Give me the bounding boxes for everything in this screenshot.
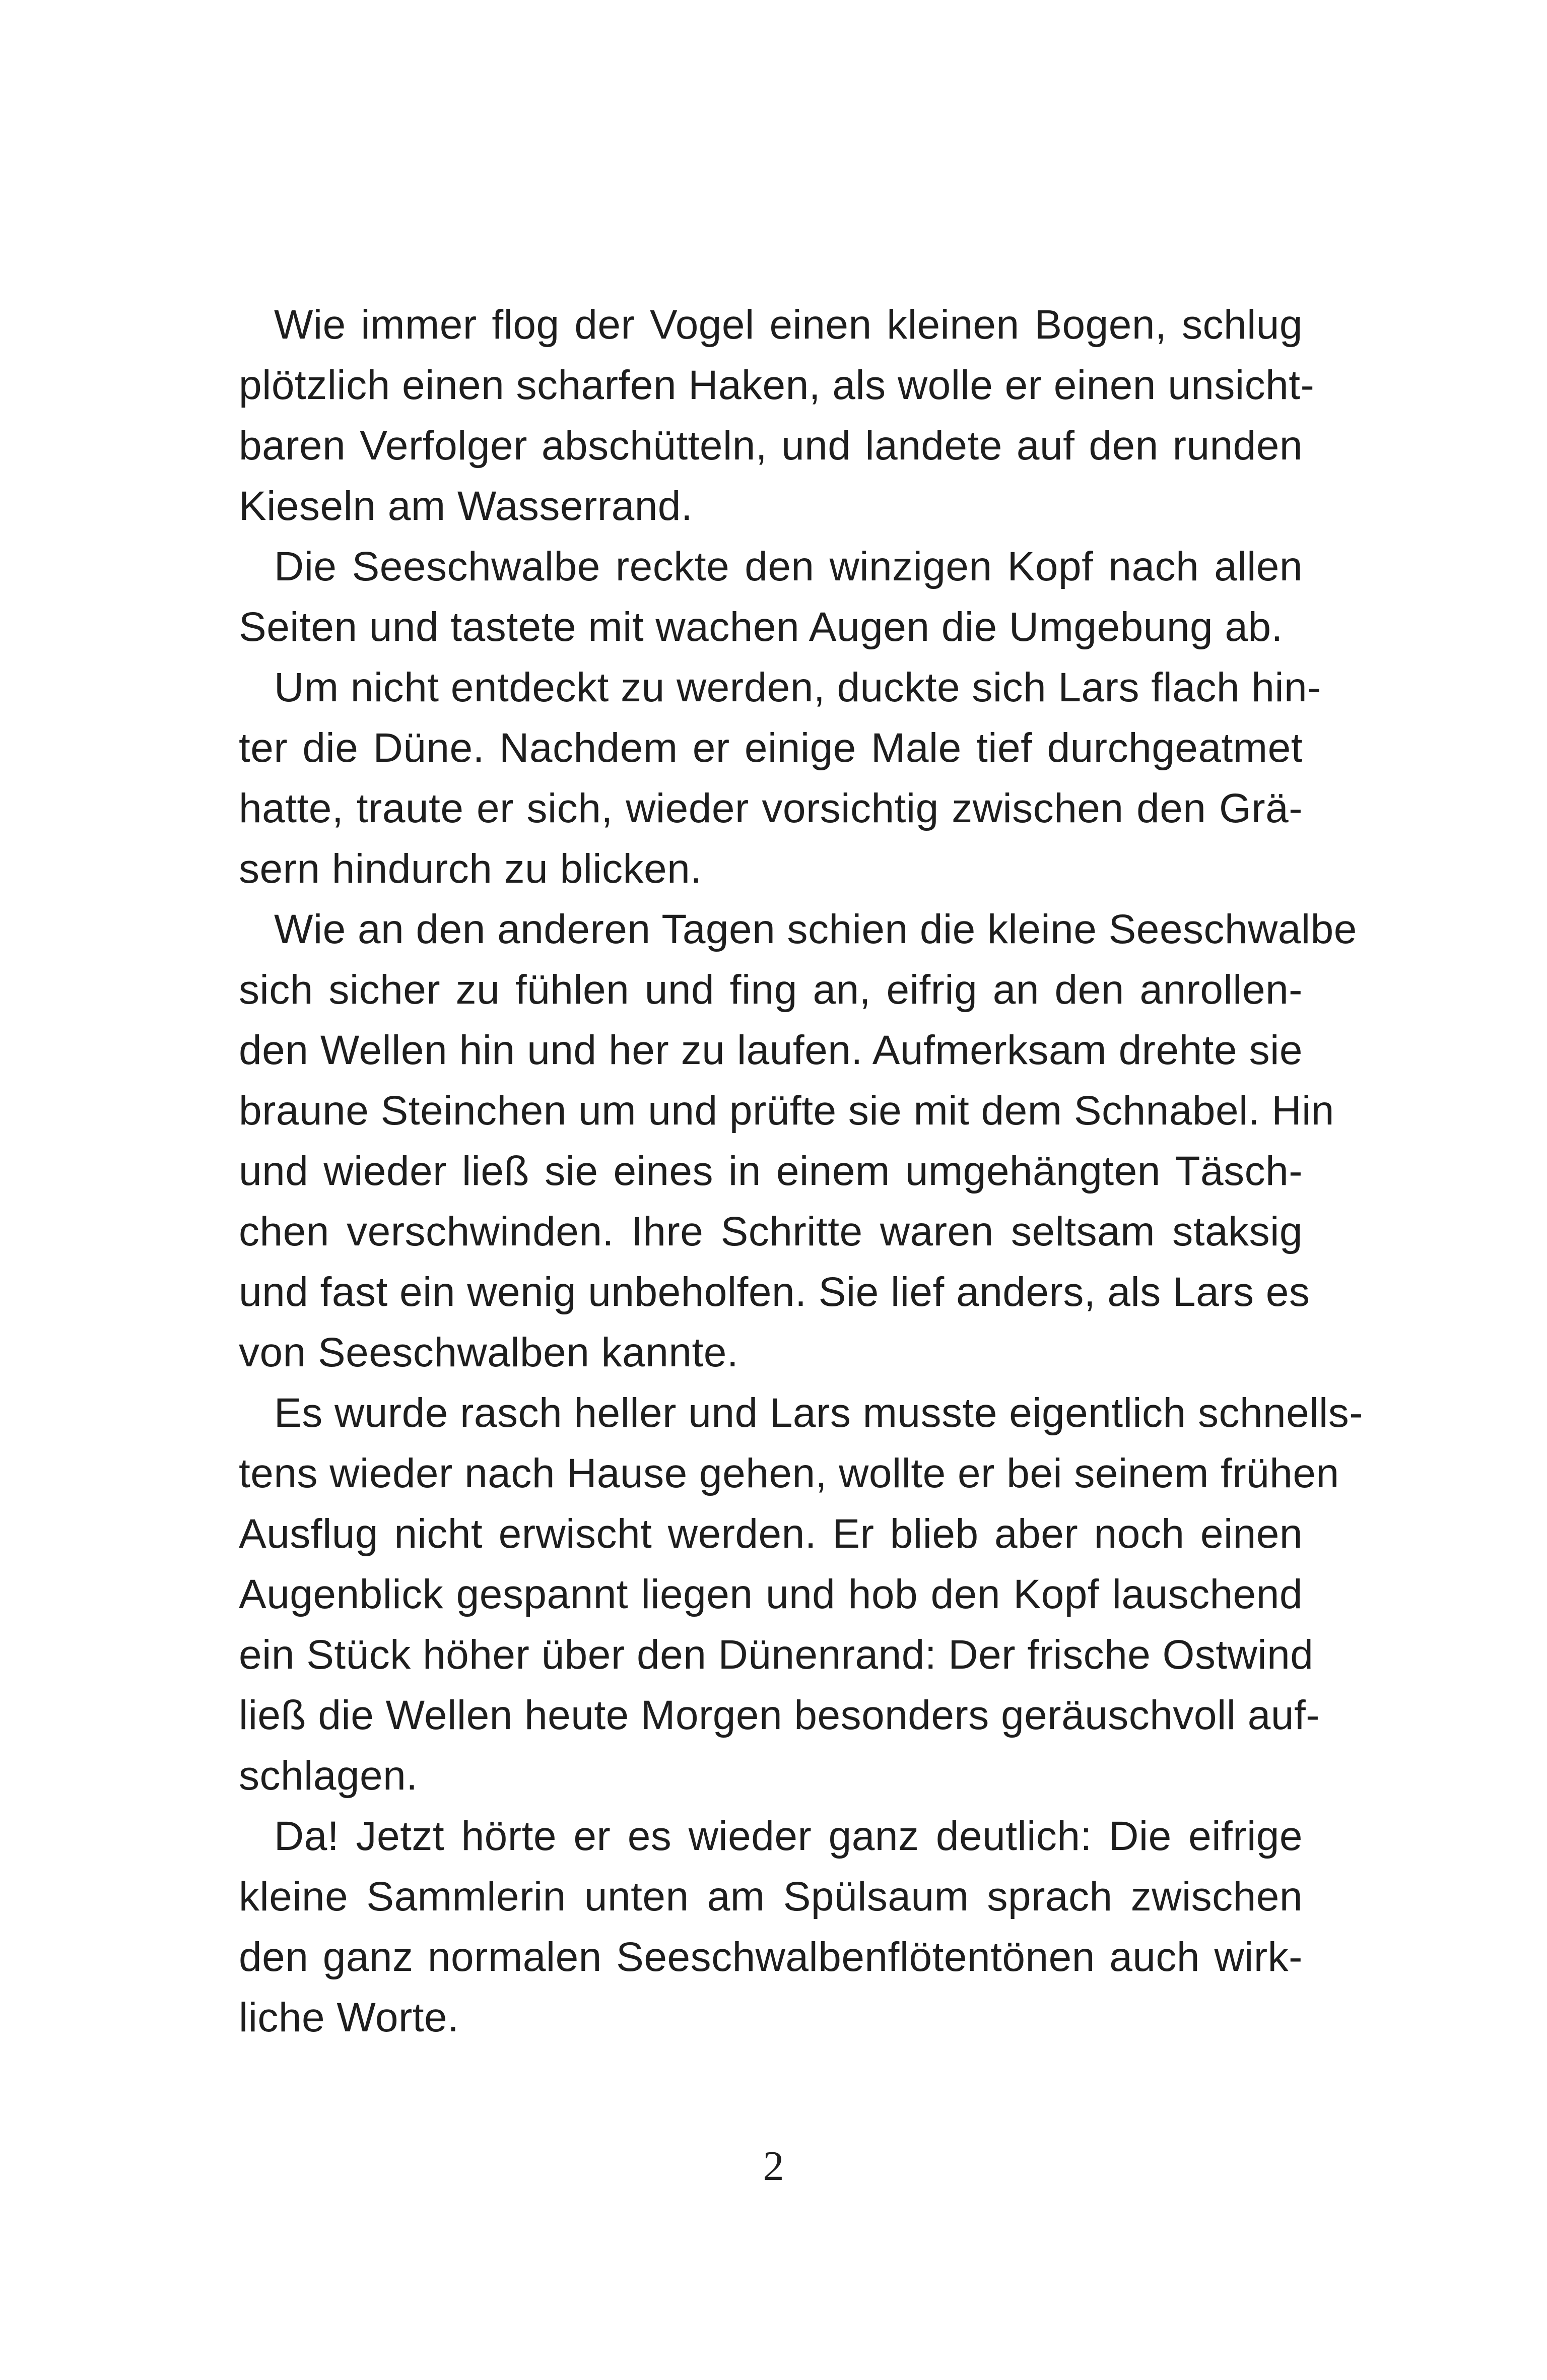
text-line: Da! Jetzt hörte er es wieder ganz deutlich: Die eifrige (274, 1813, 1303, 1859)
text-line: schlagen. (239, 1753, 418, 1799)
text-line: sern hindurch zu blicken. (239, 846, 702, 892)
text-line: Augenblick gespannt liegen und hob den Kopf lauschend (239, 1571, 1303, 1617)
body-text (239, 295, 1364, 2048)
text-line: braune Steinchen um und prüfte sie mit dem Schnabel. Hin (239, 1088, 1334, 1134)
text-line: Um nicht entdeckt zu werden, duckte sich Lars flach hin- (274, 665, 1321, 710)
text-line: Es wurde rasch heller und Lars musste eigentlich schnells- (274, 1390, 1364, 1436)
text-line: den Wellen hin und her zu laufen. Aufmerksam drehte sie (239, 1027, 1303, 1073)
paragraph (239, 1383, 1364, 1806)
text-line: tens wieder nach Hause gehen, wollte er bei seinem frühen (239, 1450, 1339, 1496)
text-line: und wieder ließ sie eines in einem umgehängten Täsch- (239, 1148, 1303, 1194)
text-line: sich sicher zu fühlen und fing an, eifrig an den anrollen- (239, 967, 1303, 1013)
text-line: liche Worte. (239, 1995, 459, 2040)
paragraph (239, 537, 1303, 657)
text-line: baren Verfolger abschütteln, und landete auf den runden (239, 423, 1303, 469)
page-number: 2 (763, 2143, 784, 2190)
text-line: Die Seeschwalbe reckte den winzigen Kopf nach allen (274, 544, 1303, 589)
text-line: den ganz normalen Seeschwalbenflötentönen auch wirk- (239, 1934, 1303, 1980)
text-line: Ausflug nicht erwischt werden. Er blieb aber noch einen (239, 1511, 1303, 1557)
paragraph (239, 899, 1357, 1383)
text-line: plötzlich einen scharfen Haken, als wolle er einen unsicht- (239, 362, 1315, 408)
text-line: Kieseln am Wasserrand. (239, 483, 693, 529)
text-line: Seiten und tastete mit wachen Augen die Umgebung ab. (239, 604, 1283, 650)
paragraph (239, 1806, 1303, 2048)
paragraph (239, 657, 1321, 899)
text-line: hatte, traute er sich, wieder vorsichtig zwischen den Grä- (239, 785, 1303, 831)
text-line: ließ die Wellen heute Morgen besonders geräuschvoll auf- (239, 1692, 1320, 1738)
text-line: kleine Sammlerin unten am Spülsaum sprach zwischen (239, 1874, 1303, 1920)
text-line: Wie an den anderen Tagen schien die kleine Seeschwalbe (274, 906, 1357, 952)
text-line: und fast ein wenig unbeholfen. Sie lief anders, als Lars es (239, 1269, 1310, 1315)
text-line: Wie immer flog der Vogel einen kleinen Bogen, schlug (274, 302, 1303, 348)
text-line: ein Stück höher über den Dünenrand: Der frische Ostwind (239, 1632, 1314, 1678)
text-line: von Seeschwalben kannte. (239, 1330, 739, 1375)
text-line: ter die Düne. Nachdem er einige Male tief durchgeatmet (239, 725, 1303, 771)
text-line: chen verschwinden. Ihre Schritte waren seltsam staksig (239, 1209, 1303, 1254)
paragraph (239, 295, 1315, 537)
